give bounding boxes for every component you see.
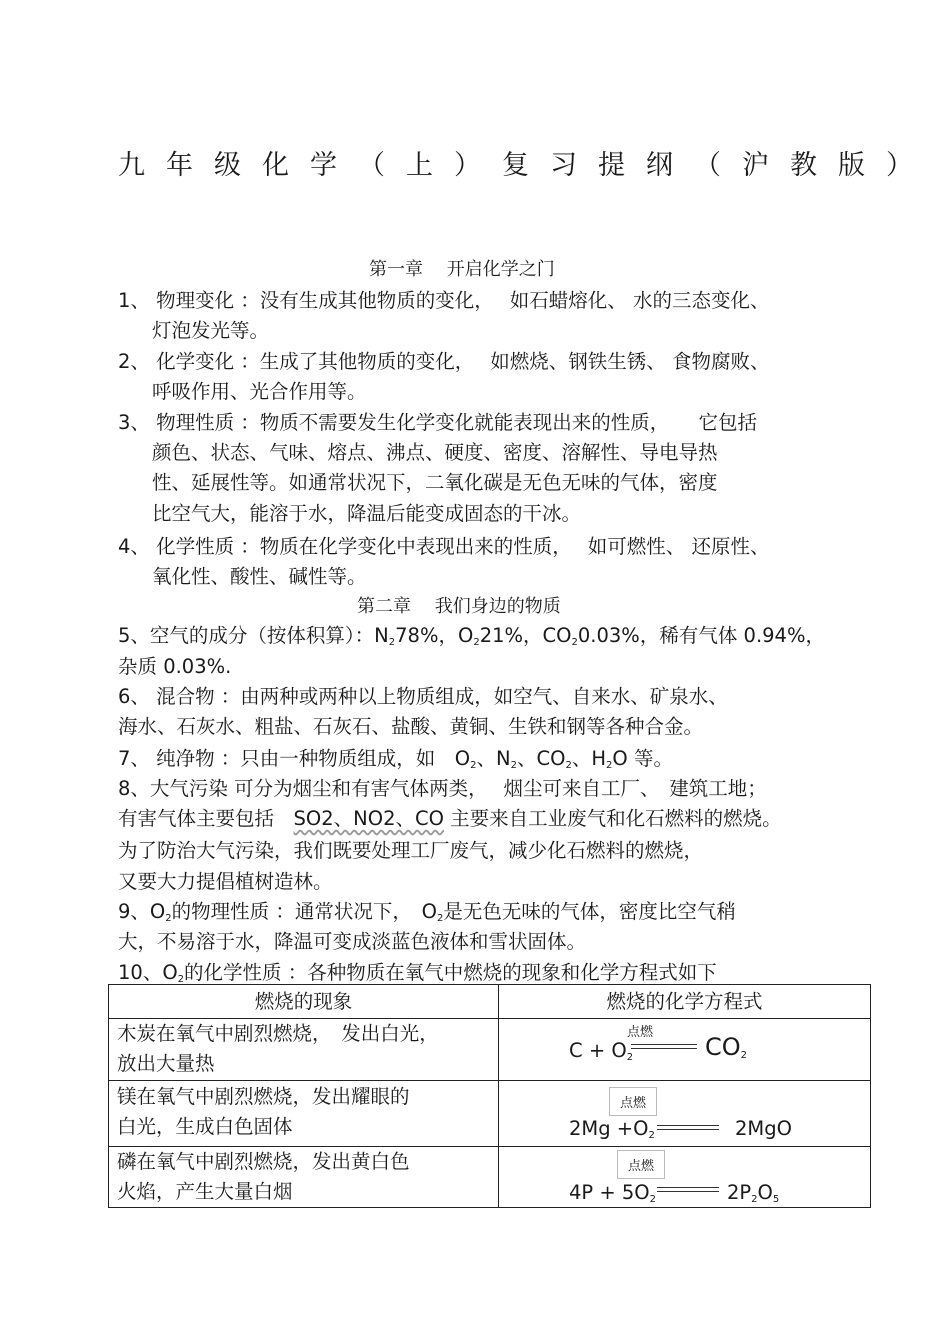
item-4-line-2: 氧化性、酸性、碱性等。	[152, 565, 367, 588]
item-6-line-1: 6、 混合物 ：由两种或两种以上物质组成，如空气、自来水、矿泉水、	[118, 685, 728, 708]
item-10-line: 10、$O_2$的化学性质 ：各种物质在氧气中燃烧的现象和化学方程式如下	[118, 961, 717, 985]
table-row	[109, 1147, 871, 1208]
equals-sign	[657, 1187, 719, 1192]
ignition-condition: 点燃	[627, 1025, 654, 1040]
item-9-line-1: 9、$O_2$的物理性质 ：通常状况下， $O_2$是无色无味的气体，密度比空气稍	[118, 900, 736, 924]
item-8-line-1: 8、大气污染 可分为烟尘和有害气体两类， 烟尘可来自工厂、 建筑工地；	[118, 777, 767, 800]
row-2-equation: 点燃 $2Mg +O_2$ 2MgO	[499, 1081, 871, 1147]
combustion-table	[108, 984, 871, 1208]
document-title: 九年级化学（上）复习提纲（沪教版）	[118, 150, 934, 181]
header-phenomenon: 燃烧的现象	[109, 985, 499, 1019]
item-3-line-4: 比空气大，能溶于水，降温后能变成固态的干冰。	[152, 502, 582, 525]
item-3-line-2: 颜色、状态、气味、熔点、沸点、硬度、密度、溶解性、导电导热	[152, 441, 718, 464]
equals-sign	[657, 1125, 719, 1130]
item-6-line-2: 海水、石灰水、粗盐、石灰石、盐酸、黄铜、生铁和钢等各种合金。	[118, 715, 704, 738]
row-2-description: 镁在氧气中剧烈燃烧，发出耀眼的 白光，生成白色固体	[109, 1081, 499, 1147]
table-header-row	[109, 985, 871, 1019]
item-9-line-2: 大，不易溶于水，降温可变成淡蓝色液体和雪状固体。	[118, 930, 587, 953]
item-1-line-1: 1、 物理变化 ：没有生成其他物质的变化， 如石蜡熔化、 水的三态变化、	[118, 289, 770, 312]
ignition-condition: 点燃	[617, 1150, 665, 1179]
header-equation: 燃烧的化学方程式	[499, 985, 871, 1019]
table-row	[109, 1081, 871, 1147]
item-8-line-4: 又要大力提倡植树造林。	[118, 870, 333, 893]
item-4-line-1: 4、 化学性质 ：物质在化学变化中表现出来的性质， 如可燃性、 还原性、	[118, 535, 770, 558]
item-5-line-1: 5、空气的成分（按体积算）：$N_278\%$，$O_221\%$，$CO_20.03\%$，稀有气体 0.94%，	[118, 624, 825, 648]
item-2-line-2: 呼吸作用、光合作用等。	[152, 380, 367, 403]
row-3-description: 磷在氧气中剧烈燃烧，发出黄白色 火焰，产生大量白烟	[109, 1147, 499, 1208]
item-3-line-1: 3、 物理性质 ：物质不需要发生化学变化就能表现出来的性质， 它包括	[118, 411, 758, 434]
item-5-line-2: 杂质 0.03%.	[118, 655, 232, 678]
item-7: 7、 纯净物 ：只由一种物质组成，如 $O_2$、$N_2$、$CO_2$、$H_2O$ 等。	[118, 747, 673, 771]
pollutant-gases: SO2、NO2、CO	[293, 807, 444, 830]
chapter-1-heading: 第一章 开启化学之门	[369, 259, 555, 280]
item-2-line-1: 2、 化学变化 ：生成了其他物质的变化， 如燃烧、钢铁生锈、 食物腐败、	[118, 350, 770, 373]
table-row	[109, 1019, 871, 1081]
item-8-line-3: 为了防治大气污染，我们既要处理工厂废气，减少化石燃料的燃烧，	[118, 839, 704, 862]
ignition-condition: 点燃	[609, 1087, 657, 1116]
chapter-2-heading: 第二章 我们身边的物质	[357, 596, 561, 617]
row-1-description: 木炭在氧气中剧烈燃烧， 发出白光， 放出大量热	[109, 1019, 499, 1081]
row-1-equation: $C + O_2$ 点燃 $CO_2$	[499, 1019, 871, 1081]
item-8-line-2: 有害气体主要包括 SO2、NO2、CO 主要来自工业废气和化石燃料的燃烧。	[118, 807, 782, 830]
row-3-equation: 点燃 $4P + 5O_2$ $2P_2O_5$	[499, 1147, 871, 1208]
item-3-line-3: 性、延展性等。如通常状况下，二氧化碳是无色无味的气体，密度	[152, 471, 718, 494]
equals-sign	[631, 1044, 697, 1049]
item-1-line-2: 灯泡发光等。	[152, 319, 270, 342]
